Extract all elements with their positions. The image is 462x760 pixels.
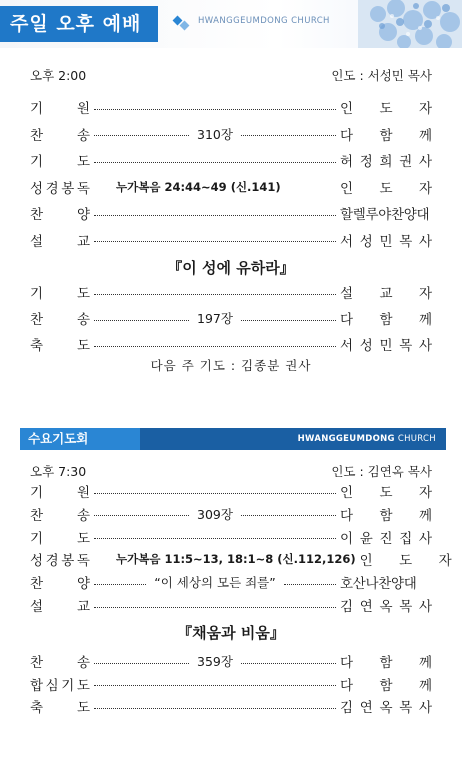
order-row — [30, 96, 432, 118]
order-item-leader: 다 함 께 — [340, 312, 432, 328]
order-item-detail: 309장 — [197, 506, 233, 522]
order-row — [30, 503, 432, 525]
dot-leader — [241, 320, 336, 321]
order-item-label: 축 도 — [30, 700, 90, 716]
order-item-leader: 호산나찬양대 — [340, 576, 417, 593]
section-title: 수요기도회 — [28, 431, 89, 446]
order-item-leader: 김 연 옥 목 사 — [340, 700, 432, 716]
order-row — [30, 307, 432, 329]
sermon-title: 『이 성에 유하라』 — [167, 259, 295, 277]
dot-leader — [241, 135, 336, 136]
dot-leader — [94, 708, 336, 709]
dot-leader — [94, 346, 336, 347]
order-item-label: 성 경 봉 독 — [30, 180, 90, 197]
dot-leader — [94, 538, 336, 539]
order-item-label: 설 교 — [30, 233, 90, 250]
order-item-leader: 다 함 께 — [340, 127, 432, 144]
order-item-detail: 359장 — [197, 654, 233, 669]
order-item-label: 찬 양 — [30, 207, 90, 223]
order-item-label: 축 도 — [30, 338, 90, 354]
order-item-label: 설 교 — [30, 599, 90, 615]
section-church-name: HWANGGEUMDONG CHURCH — [297, 434, 436, 444]
order-item-label: 찬 송 — [30, 312, 90, 328]
order-item-leader: 서 성 민 목 사 — [340, 338, 432, 354]
order-row — [30, 526, 432, 548]
dot-leader — [94, 685, 336, 686]
dot-leader — [94, 294, 336, 295]
order-row — [30, 673, 432, 695]
service-leader: 인도 : 김연옥 목사 — [331, 464, 432, 479]
next-week-prayer: 다음 주 기도 : 김종분 권사 — [150, 358, 312, 373]
order-item-leader: 인 도 자 — [340, 180, 432, 197]
order-row — [30, 333, 432, 355]
church-name: HWANGGEUMDONG CHURCH — [198, 16, 330, 26]
order-item-label: 기 도 — [30, 286, 90, 302]
order-item-label: 기 도 — [30, 530, 90, 547]
dot-leader — [94, 493, 336, 494]
order-item-leader: 설 교 자 — [340, 286, 432, 302]
service-time: 오후 7:30 — [30, 464, 87, 479]
order-item-leader: 이 윤 진 집 사 — [340, 530, 432, 547]
order-item-label: 기 원 — [30, 485, 90, 501]
dot-leader — [241, 663, 336, 664]
dot-leader — [94, 663, 189, 664]
order-row — [30, 571, 432, 593]
service-time: 오후 2:00 — [30, 68, 87, 83]
order-row — [30, 202, 432, 224]
page-title: 주일 오후 예배 — [10, 13, 142, 35]
dot-leader — [284, 584, 336, 585]
order-item-detail: 누가복음 11:5~13, 18:1~8 (신.112,126) — [116, 552, 356, 567]
order-item-label: 기 도 — [30, 154, 90, 170]
church-logo-icon — [172, 14, 192, 34]
dot-leader — [94, 320, 189, 321]
order-item-leader: 김 연 옥 목 사 — [340, 599, 432, 615]
order-row — [30, 123, 432, 145]
dot-leader — [94, 162, 336, 163]
order-item-detail: 197장 — [197, 311, 233, 326]
section-banner — [20, 428, 446, 450]
dot-leader — [94, 109, 336, 110]
order-item-label: 합 심 기 도 — [30, 677, 90, 694]
order-item-label: 찬 송 — [30, 507, 90, 524]
order-item-detail: 310장 — [197, 126, 233, 142]
order-item-label: 기 원 — [30, 101, 90, 117]
order-row — [30, 650, 432, 672]
order-row — [30, 281, 432, 303]
order-item-label: 찬 양 — [30, 576, 90, 593]
order-item-leader: 인 도 자 — [340, 101, 432, 117]
order-item-leader: 인 도 자 — [359, 553, 452, 570]
order-row — [30, 548, 452, 570]
order-row — [30, 149, 432, 171]
sermon-title: 『채움과 비움』 — [177, 624, 285, 642]
service-leader: 인도 : 서성민 목사 — [331, 68, 432, 83]
order-item-detail: 누가복음 24:44~49 (신.141) — [116, 179, 281, 194]
order-row — [30, 176, 432, 198]
dot-leader — [94, 135, 189, 136]
dot-leader — [94, 515, 189, 516]
order-row — [30, 695, 432, 717]
order-item-leader: 허 정 희 권 사 — [340, 154, 432, 170]
header-banner — [0, 0, 462, 48]
order-row — [30, 594, 432, 616]
dot-leader — [241, 515, 336, 516]
hydrangea-flower-image — [358, 0, 462, 48]
dot-leader — [94, 607, 336, 608]
order-item-label: 성 경 봉 독 — [30, 553, 90, 570]
dot-leader — [94, 584, 146, 585]
order-item-leader: 할렐루야찬양대 — [340, 207, 430, 223]
order-item-detail: “이 세상의 모든 죄를” — [154, 575, 276, 591]
order-row — [30, 480, 432, 502]
order-item-leader: 다 함 께 — [340, 507, 432, 524]
dot-leader — [94, 215, 336, 216]
order-item-leader: 서 성 민 목 사 — [340, 233, 432, 250]
order-item-leader: 다 함 께 — [340, 677, 432, 694]
dot-leader — [94, 241, 336, 242]
order-item-leader: 인 도 자 — [340, 485, 432, 501]
order-item-label: 찬 송 — [30, 655, 90, 671]
order-item-label: 찬 송 — [30, 127, 90, 144]
order-row — [30, 229, 432, 251]
order-item-leader: 다 함 께 — [340, 655, 432, 671]
